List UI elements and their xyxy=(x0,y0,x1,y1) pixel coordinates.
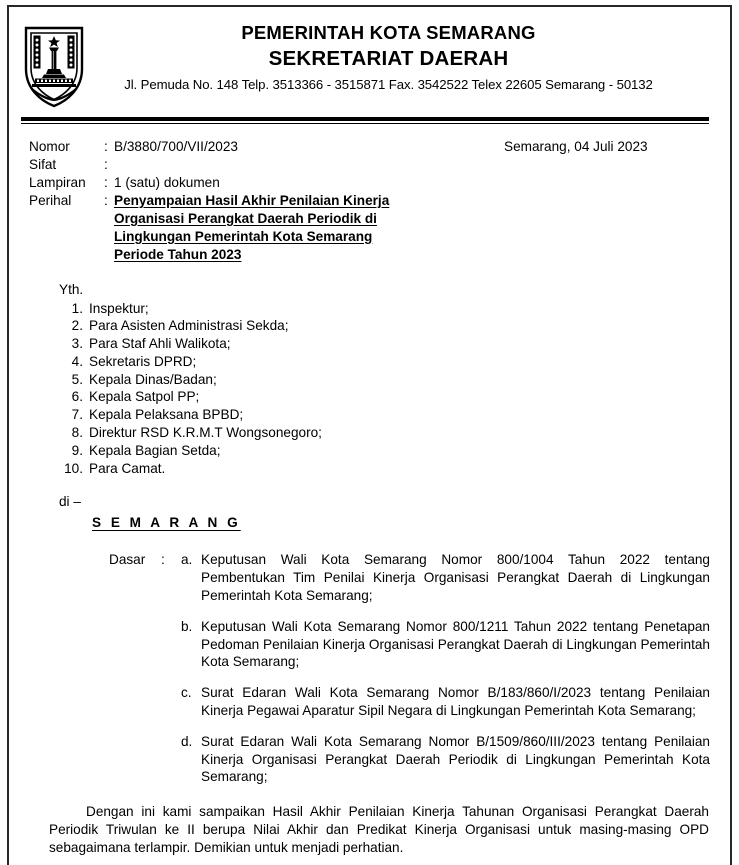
recipient-text: Inspektur; xyxy=(89,300,149,316)
meta-colon-perihal: : xyxy=(104,192,108,208)
closing-paragraph: Dengan ini kami sampaikan Hasil Akhir Penilaian Kinerja Tahunan Organisasi Perangkat Daerah Periodik Triwulan ke II berupa Nilai Akhir dan Predikat Kinerja Organisasi untuk masing-masing OPD sebagaimana terlampir. Demikian untuk menjadi perhatian. xyxy=(49,804,709,856)
dasar-marker: a. xyxy=(181,552,193,568)
recipient-text: Kepala Satpol PP; xyxy=(89,389,200,405)
meta-label-sifat: Sifat xyxy=(29,156,57,172)
recipients-label: Yth. xyxy=(59,281,84,297)
recipients-block xyxy=(29,281,710,478)
meta-colon-sifat: : xyxy=(104,156,108,172)
dasar-item xyxy=(181,551,710,604)
meta-colon-nomor: : xyxy=(104,139,108,154)
office-address: Jl. Pemuda No. 148 Telp. 3513366 - 3515871 Fax. 3542522 Telex 22605 Semarang - 50132 xyxy=(124,77,653,93)
dasar-item xyxy=(181,618,710,671)
letter-meta-row xyxy=(29,138,710,264)
letterhead xyxy=(9,7,730,115)
meta-row-sifat xyxy=(29,156,389,174)
letter-meta-table xyxy=(29,138,389,264)
recipient-text: Para Asisten Administrasi Sekda; xyxy=(89,318,289,334)
recipient-number: 2. xyxy=(71,318,83,334)
meta-label-nomor: Nomor xyxy=(29,139,70,154)
letterhead-text xyxy=(29,21,710,94)
dasar-items xyxy=(181,551,710,786)
divider-thick-rule xyxy=(21,117,709,121)
recipient-number: 8. xyxy=(71,425,83,441)
list-item xyxy=(59,335,710,353)
perihal-line-2: Organisasi Perangkat Daerah Periodik di xyxy=(114,210,377,226)
perihal-line-1: Penyampaian Hasil Akhir Penilaian Kinerja xyxy=(114,192,390,208)
address-to-block xyxy=(29,493,710,532)
list-item xyxy=(59,442,710,460)
recipient-text: Kepala Bagian Setda; xyxy=(89,442,221,458)
meta-label-perihal: Perihal xyxy=(29,192,72,208)
address-to-city xyxy=(59,514,710,532)
meta-value-sifat xyxy=(114,156,389,174)
list-item xyxy=(59,317,710,335)
recipient-number: 3. xyxy=(71,336,83,352)
dasar-marker: c. xyxy=(181,685,192,701)
recipient-number: 1. xyxy=(71,300,83,316)
recipient-text: Para Staf Ahli Walikota; xyxy=(89,336,231,352)
letter-body xyxy=(9,124,730,857)
government-name: PEMERINTAH KOTA SEMARANG xyxy=(241,22,536,43)
dasar-label: Dasar xyxy=(109,552,146,568)
recipient-text: Kepala Dinas/Badan; xyxy=(89,371,217,387)
meta-row-perihal xyxy=(29,192,389,264)
recipient-number: 7. xyxy=(71,407,83,423)
letterhead-divider xyxy=(21,117,709,124)
list-item xyxy=(59,424,710,442)
place-and-date: Semarang, 04 Juli 2023 xyxy=(504,139,648,154)
recipient-number: 10. xyxy=(64,460,83,476)
address-to-prefix: di – xyxy=(59,494,81,510)
document-page xyxy=(7,5,732,865)
perihal-line-4: Periode Tahun 2023 xyxy=(114,246,242,262)
recipient-number: 9. xyxy=(71,442,83,458)
list-item xyxy=(59,406,710,424)
dasar-colon: : xyxy=(161,552,165,568)
recipient-text: Direktur RSD K.R.M.T Wongsonegoro; xyxy=(89,425,322,441)
list-item xyxy=(59,353,710,371)
meta-value-lampiran: 1 (satu) dokumen xyxy=(114,174,220,190)
recipient-number: 4. xyxy=(71,353,83,369)
recipient-text: Sekretaris DPRD; xyxy=(89,353,197,369)
list-item xyxy=(59,460,710,478)
dasar-text: Surat Edaran Wali Kota Semarang Nomor B/183/860/I/2023 tentang Penilaian Kinerja Pegawai Aparatur Sipil Negara di Lingkungan Pemerintah Kota Semarang; xyxy=(201,685,710,718)
meta-label-lampiran: Lampiran xyxy=(29,174,86,190)
dasar-item xyxy=(181,733,710,786)
dasar-text: Keputusan Wali Kota Semarang Nomor 800/1004 Tahun 2022 tentang Pembentukan Tim Penilai Kinerja Organisasi Perangkat Daerah di Lingkungan Pemerintah Kota Semarang; xyxy=(201,552,710,603)
meta-colon-lampiran: : xyxy=(104,174,108,190)
semarang-city-crest-icon xyxy=(23,25,85,109)
list-item xyxy=(59,388,710,406)
dasar-text: Keputusan Wali Kota Semarang Nomor 800/1211 Tahun 2022 tentang Penetapan Pedoman Penilaian Kinerja Organisasi Perangkat Daerah di Lingkungan Pemerintah Kota Semarang; xyxy=(201,618,710,670)
recipient-text: Kepala Pelaksana BPBD; xyxy=(89,407,244,423)
dasar-block xyxy=(29,551,710,786)
list-item xyxy=(59,371,710,389)
recipient-number: 6. xyxy=(71,389,83,405)
recipient-text: Para Camat. xyxy=(89,460,166,476)
office-name: SEKRETARIAT DAERAH xyxy=(268,46,509,70)
meta-value-perihal xyxy=(114,192,389,264)
address-to-city-text: S E M A R A N G xyxy=(92,515,241,531)
recipient-number: 5. xyxy=(71,371,83,387)
recipients-list xyxy=(59,300,710,478)
meta-row-nomor xyxy=(29,138,389,156)
dasar-text: Surat Edaran Wali Kota Semarang Nomor B/1509/860/III/2023 tentang Penilaian Kinerja Organisasi Perangkat Daerah Periodik di Lingkungan Pemerintah Kota Semarang; xyxy=(201,733,710,785)
dasar-item xyxy=(181,684,710,720)
meta-row-lampiran xyxy=(29,174,389,192)
dasar-marker: b. xyxy=(181,618,193,634)
list-item xyxy=(59,300,710,318)
perihal-line-3: Lingkungan Pemerintah Kota Semarang xyxy=(114,228,373,244)
dasar-marker: d. xyxy=(181,733,193,749)
meta-value-nomor: B/3880/700/VII/2023 xyxy=(114,139,238,154)
